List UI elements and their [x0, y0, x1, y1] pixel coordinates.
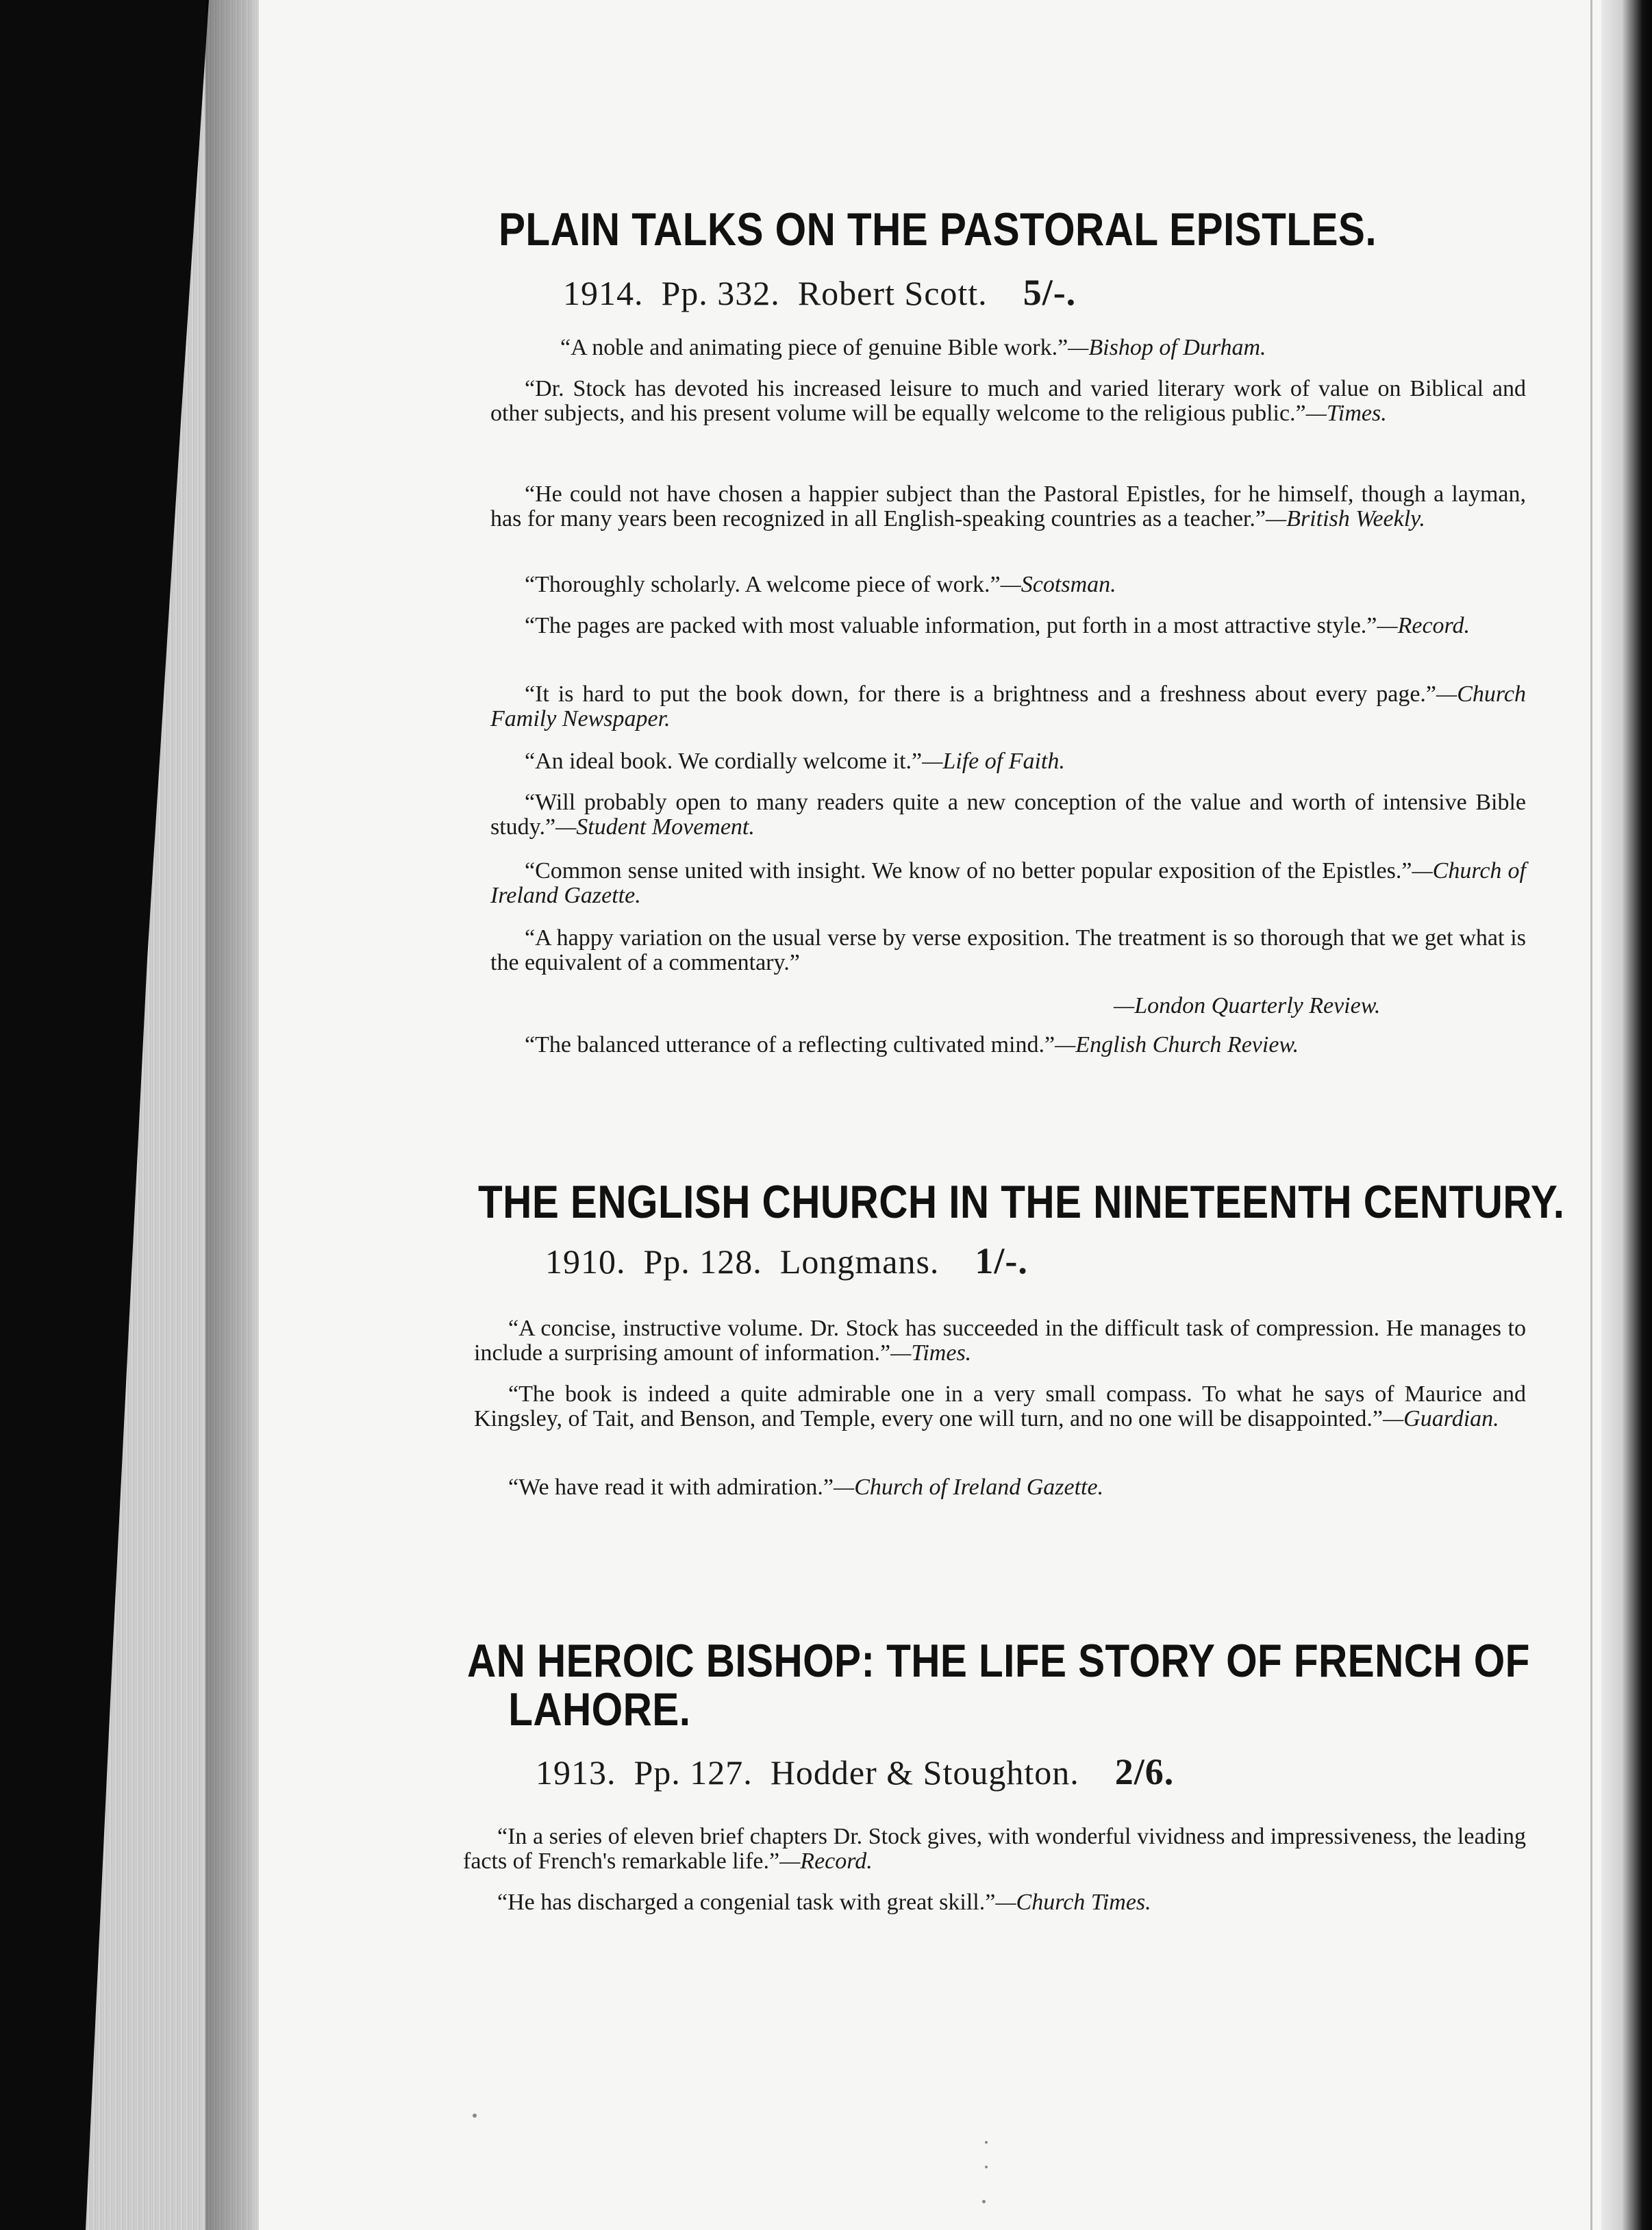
book-price: 1/-. [975, 1240, 1028, 1281]
document-page [259, 0, 1601, 2230]
review: “Thoroughly scholarly. A welcome piece of work.”—Scotsman. [525, 572, 1116, 597]
page-content [259, 0, 1601, 2230]
book-year: 1910. [545, 1242, 626, 1281]
book-price: 2/6. [1114, 1751, 1175, 1792]
book-title-heroic-bishop: AN HEROIC BISHOP: THE LIFE STORY OF FRENCH OF LAHORE. [467, 1635, 1530, 1736]
book-meta-heroic-bishop [536, 1751, 1192, 1793]
review: “He has discharged a congenial task with great skill.”—Church Times. [497, 1890, 1151, 1915]
scan-speck [985, 2166, 988, 2168]
book-pages: Pp. 128. [643, 1242, 762, 1281]
page-edge-line [1590, 0, 1592, 2230]
review: “Dr. Stock has devoted his increased leisure to much and varied literary work of value on Biblical and other subjects, and his present volume will be equally welcome to the religious public.”—Times. [490, 376, 1526, 426]
scan-speck [985, 2141, 988, 2144]
book-meta-pastoral-epistles [563, 271, 1094, 314]
review: “He could not have chosen a happier subject than the Pastoral Epistles, for he himself, though a layman, has for many years been recognized in all English-speaking countries as a teacher.”—British Weekly. [490, 481, 1526, 531]
book-pages: Pp. 332. [661, 274, 780, 312]
book-publisher: Robert Scott. [797, 274, 988, 312]
review: “Will probably open to many readers quite a new conception of the value and worth of intensive Bible study.”—Student Movement. [490, 790, 1526, 840]
scan-speck [473, 2114, 477, 2118]
book-publisher: Hodder & Stoughton. [770, 1753, 1079, 1792]
book-year: 1914. [563, 274, 644, 312]
review: “The book is indeed a quite admirable one in a very small compass. To what he says of Maurice and Kingsley, of Tait, and Benson, and Temple, every one will turn, and no one will be disappointed.”—Guardian. [474, 1381, 1526, 1431]
book-title-english-church: THE ENGLISH CHURCH IN THE NINETEENTH CENTURY. [478, 1176, 1565, 1228]
review: “The pages are packed with most valuable information, put forth in a most attractive style.”—Record. [525, 613, 1470, 638]
book-year: 1913. [536, 1753, 616, 1792]
review-source: —London Quarterly Review. [1114, 993, 1381, 1018]
book-pages: Pp. 127. [634, 1753, 753, 1792]
book-meta-english-church [545, 1240, 1046, 1282]
review: “Common sense united with insight. We know of no better popular exposition of the Epistles.”—Church of Ireland Gazette. [490, 858, 1526, 908]
review: “A concise, instructive volume. Dr. Stock has succeeded in the difficult task of compression. He manages to include a surprising amount of information.”—Times. [474, 1316, 1526, 1366]
scan-speck [982, 2200, 986, 2203]
page-edge-right [1601, 0, 1652, 2230]
book-publisher: Longmans. [779, 1242, 940, 1281]
book-price: 5/-. [1023, 272, 1077, 313]
review: “A noble and animating piece of genuine Bible work.”—Bishop of Durham. [560, 335, 1266, 360]
review: “A happy variation on the usual verse by verse exposition. The treatment is so thorough that we get what is the equivalent of a commentary.” [490, 925, 1526, 975]
gutter-shadow [205, 0, 253, 2230]
review: “An ideal book. We cordially welcome it.”—Life of Faith. [525, 749, 1065, 774]
review: “The balanced utterance of a reflecting cultivated mind.”—English Church Review. [525, 1032, 1299, 1057]
review: “It is hard to put the book down, for there is a brightness and a freshness about every page.”—Church Family Newspaper. [490, 681, 1526, 731]
book-title-pastoral-epistles: PLAIN TALKS ON THE PASTORAL EPISTLES. [499, 203, 1377, 255]
review: “We have read it with admiration.”—Church of Ireland Gazette. [508, 1475, 1104, 1500]
review: “In a series of eleven brief chapters Dr. Stock gives, with wonderful vividness and impressiveness, the leading facts of French's remarkable life.”—Record. [463, 1824, 1526, 1874]
